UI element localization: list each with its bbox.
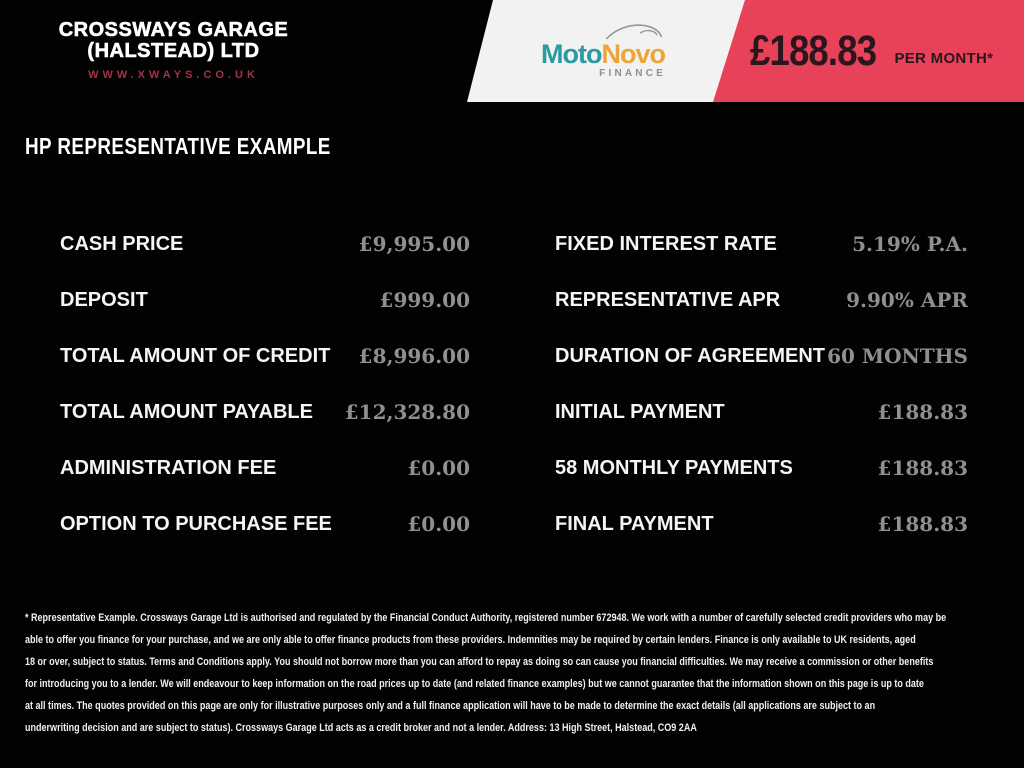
row-value: £188.83: [877, 512, 968, 536]
finance-row-final-payment: [555, 496, 968, 552]
brand-part-novo: Novo: [601, 39, 665, 69]
disclaimer-line: for introducing you to a lender. We will endeavour to keep information on the road prices up to date (and related finance examples) but we cannot guarantee that the information shown on this page is up to date: [25, 678, 924, 690]
row-label: REPRESENTATIVE APR: [555, 288, 781, 311]
dealer-name-line2: (HALSTEAD) LTD: [87, 40, 260, 62]
row-value: 60 MONTHS: [827, 344, 968, 368]
motonovo-logo: [541, 21, 666, 79]
dealer-header: [0, 20, 347, 81]
row-value: 5.19% P.A.: [852, 232, 968, 256]
brand-part-moto: Moto: [541, 39, 602, 69]
row-value: £9,995.00: [358, 232, 470, 256]
row-value: 9.90% APR: [846, 288, 968, 312]
row-label: ADMINISTRATION FEE: [60, 456, 277, 479]
row-label: OPTION TO PURCHASE FEE: [60, 512, 332, 535]
page-title: HP REPRESENTATIVE EXAMPLE: [25, 133, 331, 159]
finance-column-left: [60, 216, 470, 552]
dealer-name-line1: CROSSWAYS GARAGE: [58, 19, 289, 41]
finance-row-total-credit: [60, 328, 470, 384]
finance-row-monthly-payments: [555, 440, 968, 496]
car-swoosh-icon: [604, 21, 666, 41]
row-label: CASH PRICE: [60, 232, 184, 255]
row-label: TOTAL AMOUNT OF CREDIT: [60, 344, 331, 367]
finance-row-cash-price: [60, 216, 470, 272]
disclaimer-line: 18 or over, subject to status. Terms and Conditions apply. You should not borrow more than you can afford to repay as doing so can cause you financial difficulties. We may receive a commission or other benefits: [25, 656, 934, 668]
row-value: £12,328.80: [344, 400, 470, 424]
disclaimer-line: underwriting decision and are subject to status). Crossways Garage Ltd acts as a credit broker and not a lender. Address: 13 High Street, Halstead, CO9 2AA: [25, 722, 697, 734]
row-label: DEPOSIT: [60, 288, 148, 311]
finance-row-interest-rate: [555, 216, 968, 272]
dealer-website-link[interactable]: WWW.XWAYS.CO.UK: [88, 69, 259, 81]
disclaimer-line: * Representative Example. Crossways Garage Ltd is authorised and regulated by the Financial Conduct Authority, registered number 672948. We work with a number of carefully selected credit providers who may be: [25, 612, 947, 624]
row-value: £0.00: [407, 512, 470, 536]
row-label: TOTAL AMOUNT PAYABLE: [60, 400, 313, 423]
finance-row-apr: [555, 272, 968, 328]
row-label: FINAL PAYMENT: [555, 512, 714, 535]
legal-disclaimer: [25, 607, 1001, 739]
finance-row-duration: [555, 328, 968, 384]
finance-row-total-payable: [60, 384, 470, 440]
disclaimer-line: at all times. The quotes provided on this page are only for illustrative purposes only and a full finance application will have to be made to determine the exact details (all applications are subject to an: [25, 700, 876, 712]
row-value: £188.83: [877, 400, 968, 424]
monthly-price-suffix: PER MONTH*: [894, 49, 994, 67]
brand-subtitle: FINANCE: [599, 68, 666, 79]
row-label: 58 MONTHLY PAYMENTS: [555, 456, 793, 479]
row-label: DURATION OF AGREEMENT: [555, 344, 825, 367]
finance-row-admin-fee: [60, 440, 470, 496]
monthly-price-amount: £188.83: [750, 26, 877, 75]
finance-row-option-fee: [60, 496, 470, 552]
row-label: INITIAL PAYMENT: [555, 400, 725, 423]
disclaimer-line: able to offer you finance for your purchase, and we are only able to offer finance products from these providers. Indemnities may be required by certain lenders. Finance is only available to UK residents, aged: [25, 634, 916, 646]
row-value: £8,996.00: [358, 344, 470, 368]
finance-row-initial-payment: [555, 384, 968, 440]
finance-column-right: [555, 216, 968, 552]
row-label: FIXED INTEREST RATE: [555, 232, 777, 255]
finance-row-deposit: [60, 272, 470, 328]
row-value: £188.83: [877, 456, 968, 480]
monthly-price-banner: [750, 0, 1010, 102]
row-value: £999.00: [379, 288, 470, 312]
motonovo-wordmark: [541, 41, 666, 67]
row-value: £0.00: [407, 456, 470, 480]
